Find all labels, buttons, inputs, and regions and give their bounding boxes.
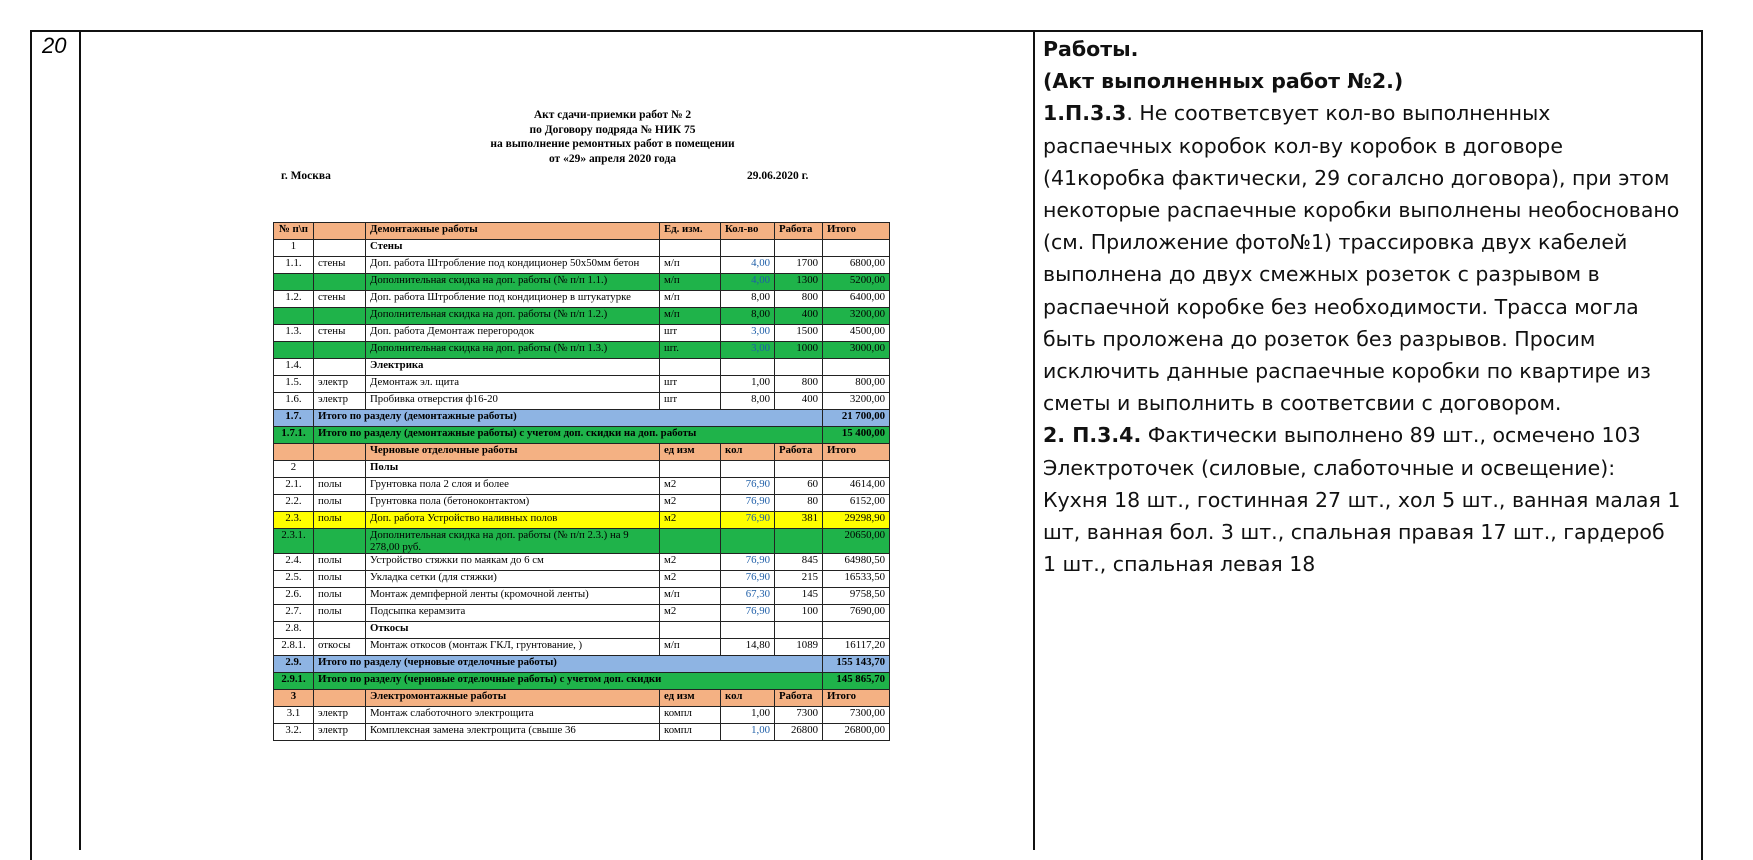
row-work: 1000 [775, 342, 823, 359]
row-num: 2.7. [274, 605, 314, 622]
table-row [274, 478, 890, 495]
row-total: 26800,00 [823, 724, 890, 741]
row-unit [660, 240, 721, 257]
row-category: полы [314, 554, 366, 571]
row-total: 800,00 [823, 376, 890, 393]
table-row [274, 622, 890, 639]
section-qty: кол [721, 444, 775, 461]
row-category [314, 274, 366, 291]
row-total: 29298,90 [823, 512, 890, 529]
row-num: 3.2. [274, 724, 314, 741]
header-category [314, 223, 366, 240]
row-qty: 76,90 [721, 478, 775, 495]
act-city: г. Москва [281, 170, 331, 182]
table-row [274, 495, 890, 512]
row-unit: м2 [660, 554, 721, 571]
subtotal-row [274, 673, 890, 690]
row-qty: 4,00 [721, 274, 775, 291]
subtotal-value: 15 400,00 [823, 427, 890, 444]
row-category: полы [314, 512, 366, 529]
table-row [274, 325, 890, 342]
section-qty: кол [721, 690, 775, 707]
row-total: 4500,00 [823, 325, 890, 342]
row-category [314, 359, 366, 376]
row-category: полы [314, 588, 366, 605]
works-table [273, 222, 890, 741]
row-qty: 4,00 [721, 257, 775, 274]
row-total: 3200,00 [823, 308, 890, 325]
row-work: 800 [775, 291, 823, 308]
row-qty: 3,00 [721, 342, 775, 359]
row-unit: шт [660, 325, 721, 342]
row-category: стены [314, 291, 366, 308]
row-num: 2.2. [274, 495, 314, 512]
section-unit: ед изм [660, 690, 721, 707]
act-title-line: от «29» апреля 2020 года [548, 152, 677, 165]
header-qty: Кол-во [721, 223, 775, 240]
section-total: Итого [823, 690, 890, 707]
row-work: 400 [775, 308, 823, 325]
row-work: 80 [775, 495, 823, 512]
column-divider-left [79, 30, 81, 850]
row-name: Доп. работа Штробление под кондиционер 50х50мм бетон [366, 257, 660, 274]
row-name: Грунтовка пола 2 слоя и более [366, 478, 660, 495]
table-row [274, 639, 890, 656]
row-work: 60 [775, 478, 823, 495]
table-row [274, 707, 890, 724]
row-qty: 14,80 [721, 639, 775, 656]
table-row [274, 342, 890, 359]
header-total: Итого [823, 223, 890, 240]
row-num: 1.2. [274, 291, 314, 308]
row-category: откосы [314, 639, 366, 656]
row-total: 7300,00 [823, 707, 890, 724]
row-num [274, 308, 314, 325]
row-qty [721, 461, 775, 478]
section-work: Работа [775, 690, 823, 707]
row-num: 1 [274, 240, 314, 257]
row-unit: м/п [660, 291, 721, 308]
row-category [314, 461, 366, 478]
section-unit: ед изм [660, 444, 721, 461]
subtotal-row [274, 656, 890, 673]
row-category [314, 240, 366, 257]
header-unit: Ед. изм. [660, 223, 721, 240]
row-num [274, 342, 314, 359]
row-num: 2.6. [274, 588, 314, 605]
row-unit: м/п [660, 308, 721, 325]
row-num: 2.3.1. [274, 529, 314, 554]
row-total: 3000,00 [823, 342, 890, 359]
column-divider-right [1033, 30, 1035, 850]
row-num [274, 274, 314, 291]
subtotal-num: 2.9.1. [274, 673, 314, 690]
row-total [823, 359, 890, 376]
table-row [274, 308, 890, 325]
row-work: 1500 [775, 325, 823, 342]
row-name: Полы [366, 461, 660, 478]
row-total: 6152,00 [823, 495, 890, 512]
table-row [274, 512, 890, 529]
row-name: Доп. работа Демонтаж перегородок [366, 325, 660, 342]
row-name: Дополнительная скидка на доп. работы (№ п/п 1.1.) [366, 274, 660, 291]
section-category [314, 690, 366, 707]
subtotal-value: 145 865,70 [823, 673, 890, 690]
row-name: Пробивка отверстия ф16-20 [366, 393, 660, 410]
row-unit [660, 622, 721, 639]
row-total: 16117,20 [823, 639, 890, 656]
row-qty: 3,00 [721, 325, 775, 342]
row-work: 381 [775, 512, 823, 529]
row-category: полы [314, 478, 366, 495]
remarks-text [1043, 33, 1683, 580]
row-category: полы [314, 495, 366, 512]
row-total: 64980,50 [823, 554, 890, 571]
remark-1 [1043, 97, 1683, 419]
section-num: 3 [274, 690, 314, 707]
section-name: Электромонтажные работы [366, 690, 660, 707]
section-total: Итого [823, 444, 890, 461]
row-unit: шт. [660, 342, 721, 359]
row-work: 7300 [775, 707, 823, 724]
row-name: Дополнительная скидка на доп. работы (№ п/п 2.3.) на 9 278,00 руб. [366, 529, 660, 554]
row-work [775, 359, 823, 376]
remarks-heading: Работы. [1043, 37, 1139, 61]
row-qty: 76,90 [721, 605, 775, 622]
row-work: 800 [775, 376, 823, 393]
table-row [274, 554, 890, 571]
row-category: полы [314, 605, 366, 622]
row-category [314, 308, 366, 325]
section-header-row [274, 690, 890, 707]
row-qty: 1,00 [721, 724, 775, 741]
act-title-line: по Договору подряда № НИК 75 [529, 123, 696, 136]
row-category: стены [314, 257, 366, 274]
row-name: Дополнительная скидка на доп. работы (№ п/п 1.2.) [366, 308, 660, 325]
act-title [245, 108, 980, 166]
row-unit: м2 [660, 571, 721, 588]
row-name: Монтаж демпферной ленты (кромочной ленты) [366, 588, 660, 605]
row-work: 215 [775, 571, 823, 588]
subtotal-label: Итого по разделу (черновые отделочные работы) [314, 656, 823, 673]
table-row [274, 393, 890, 410]
act-place-date [245, 170, 980, 186]
row-num: 2.3. [274, 512, 314, 529]
row-unit: м2 [660, 478, 721, 495]
row-total: 4614,00 [823, 478, 890, 495]
row-work: 845 [775, 554, 823, 571]
subtotal-num: 1.7.1. [274, 427, 314, 444]
remark-2-text: Фактически выполнено 89 шт., осмечено 103 Электроточек (силовые, слаботочные и освещение): Кухня 18 шт., гостинная 27 шт., хол 5 шт., ванная малая 1 шт, ванная бол. 3 шт., спальная правая 17 шт., гардероб 1 шт., спальная левая 18 [1043, 423, 1681, 577]
row-unit: компл [660, 724, 721, 741]
row-qty [721, 359, 775, 376]
row-unit [660, 461, 721, 478]
row-category [314, 529, 366, 554]
table-row [274, 588, 890, 605]
row-qty: 76,90 [721, 512, 775, 529]
row-total: 9758,50 [823, 588, 890, 605]
row-name: Монтаж слаботочного электрощита [366, 707, 660, 724]
row-qty: 8,00 [721, 308, 775, 325]
subtotal-row [274, 427, 890, 444]
row-category [314, 622, 366, 639]
header-work: Работа [775, 223, 823, 240]
row-unit: шт [660, 393, 721, 410]
row-num: 2 [274, 461, 314, 478]
row-name: Монтаж откосов (монтаж ГКЛ, грунтование, ) [366, 639, 660, 656]
row-total: 3200,00 [823, 393, 890, 410]
row-num: 2.8.1. [274, 639, 314, 656]
subtotal-label: Итого по разделу (черновые отделочные работы) с учетом доп. скидки [314, 673, 823, 690]
row-unit: м2 [660, 512, 721, 529]
section-header-row [274, 444, 890, 461]
row-qty: 76,90 [721, 554, 775, 571]
subtotal-num: 2.9. [274, 656, 314, 673]
row-category: полы [314, 571, 366, 588]
row-qty [721, 622, 775, 639]
row-num: 1.3. [274, 325, 314, 342]
section-name: Черновые отделочные работы [366, 444, 660, 461]
row-name: Стены [366, 240, 660, 257]
row-qty: 8,00 [721, 393, 775, 410]
act-document [245, 108, 980, 736]
table-row [274, 529, 890, 554]
table-row [274, 240, 890, 257]
row-unit: м2 [660, 495, 721, 512]
row-name: Демонтаж эл. щита [366, 376, 660, 393]
table-row [274, 376, 890, 393]
row-unit: м/п [660, 257, 721, 274]
row-work: 1089 [775, 639, 823, 656]
remark-2-label: 2. П.3.4. [1043, 423, 1142, 448]
row-num: 2.5. [274, 571, 314, 588]
row-name: Электрика [366, 359, 660, 376]
row-name: Укладка сетки (для стяжки) [366, 571, 660, 588]
remarks-subheading: (Акт выполненных работ №2.) [1043, 69, 1404, 94]
table-row [274, 257, 890, 274]
row-unit: м2 [660, 605, 721, 622]
table-row [274, 274, 890, 291]
row-name: Откосы [366, 622, 660, 639]
row-unit [660, 359, 721, 376]
subtotal-label: Итого по разделу (демонтажные работы) с учетом доп. скидки на доп. работы [314, 427, 823, 444]
table-row [274, 605, 890, 622]
row-total [823, 240, 890, 257]
row-category [314, 342, 366, 359]
row-name: Устройство стяжки по маякам до 6 см [366, 554, 660, 571]
row-category: электр [314, 393, 366, 410]
row-total: 6800,00 [823, 257, 890, 274]
section-num [274, 444, 314, 461]
row-unit: м/п [660, 639, 721, 656]
row-qty: 1,00 [721, 376, 775, 393]
row-work [775, 240, 823, 257]
table-row [274, 291, 890, 308]
row-name: Доп. работа Устройство наливных полов [366, 512, 660, 529]
row-qty [721, 240, 775, 257]
subtotal-value: 155 143,70 [823, 656, 890, 673]
row-qty [721, 529, 775, 554]
row-num: 3.1 [274, 707, 314, 724]
section-category [314, 444, 366, 461]
row-work: 1700 [775, 257, 823, 274]
subtotal-label: Итого по разделу (демонтажные работы) [314, 410, 823, 427]
row-category: электр [314, 707, 366, 724]
row-total: 16533,50 [823, 571, 890, 588]
row-number: 20 [42, 33, 67, 58]
table-row [274, 724, 890, 741]
row-num: 1.1. [274, 257, 314, 274]
row-category: электр [314, 724, 366, 741]
act-title-line: Акт сдачи-приемки работ № 2 [533, 109, 692, 121]
row-name: Подсыпка керамзита [366, 605, 660, 622]
remark-1-text: . Не соответсвует кол-во выполненных распаечных коробок кол-ву коробок в договоре (41коробка фактически, 29 согалсно договора), при этом некоторые распаечные коробки выполнены необосновано (см. Приложение фото№1) трассировка двух кабелей выполнена до двух смежных розеток с разрывом в распаечной коробке без необходимости. Трасса могла быть проложена до розеток без разрывов. Просим исключить данные распаечные коробки по квартире из сметы и выполнить в соответсвии с договором. [1043, 101, 1680, 416]
row-total: 6400,00 [823, 291, 890, 308]
row-work: 100 [775, 605, 823, 622]
row-total: 20650,00 [823, 529, 890, 554]
row-total [823, 461, 890, 478]
row-unit: шт [660, 376, 721, 393]
row-unit: м/п [660, 588, 721, 605]
row-total: 5200,00 [823, 274, 890, 291]
subtotal-row [274, 410, 890, 427]
row-category: электр [314, 376, 366, 393]
row-unit: компл [660, 707, 721, 724]
row-qty: 76,90 [721, 571, 775, 588]
row-total [823, 622, 890, 639]
row-unit: м/п [660, 274, 721, 291]
remark-2 [1043, 419, 1683, 580]
row-name: Дополнительная скидка на доп. работы (№ п/п 1.3.) [366, 342, 660, 359]
header-name: Демонтажные работы [366, 223, 660, 240]
row-unit [660, 529, 721, 554]
row-work: 26800 [775, 724, 823, 741]
row-work [775, 622, 823, 639]
remark-1-label: 1.П.3.3 [1043, 101, 1127, 126]
row-qty: 1,00 [721, 707, 775, 724]
row-num: 1.4. [274, 359, 314, 376]
act-title-line: на выполнение ремонтных работ в помещении [490, 138, 735, 150]
row-category: стены [314, 325, 366, 342]
section-work: Работа [775, 444, 823, 461]
table-row [274, 571, 890, 588]
row-name: Грунтовка пола (бетоноконтактом) [366, 495, 660, 512]
row-name: Доп. работа Штробление под кондиционер в штукатурке [366, 291, 660, 308]
header-num: № п\п [274, 223, 314, 240]
subtotal-num: 1.7. [274, 410, 314, 427]
row-total: 7690,00 [823, 605, 890, 622]
subtotal-value: 21 700,00 [823, 410, 890, 427]
row-num: 2.1. [274, 478, 314, 495]
table-header-row [274, 223, 890, 240]
row-num: 1.5. [274, 376, 314, 393]
row-qty: 76,90 [721, 495, 775, 512]
row-work [775, 529, 823, 554]
table-row [274, 461, 890, 478]
act-date: 29.06.2020 г. [747, 170, 809, 182]
table-row [274, 359, 890, 376]
row-work: 400 [775, 393, 823, 410]
row-qty: 8,00 [721, 291, 775, 308]
row-name: Комплексная замена электрощита (свыше 36 [366, 724, 660, 741]
row-num: 1.6. [274, 393, 314, 410]
row-num: 2.4. [274, 554, 314, 571]
row-work [775, 461, 823, 478]
row-qty: 67,30 [721, 588, 775, 605]
row-work: 145 [775, 588, 823, 605]
row-work: 1300 [775, 274, 823, 291]
row-num: 2.8. [274, 622, 314, 639]
